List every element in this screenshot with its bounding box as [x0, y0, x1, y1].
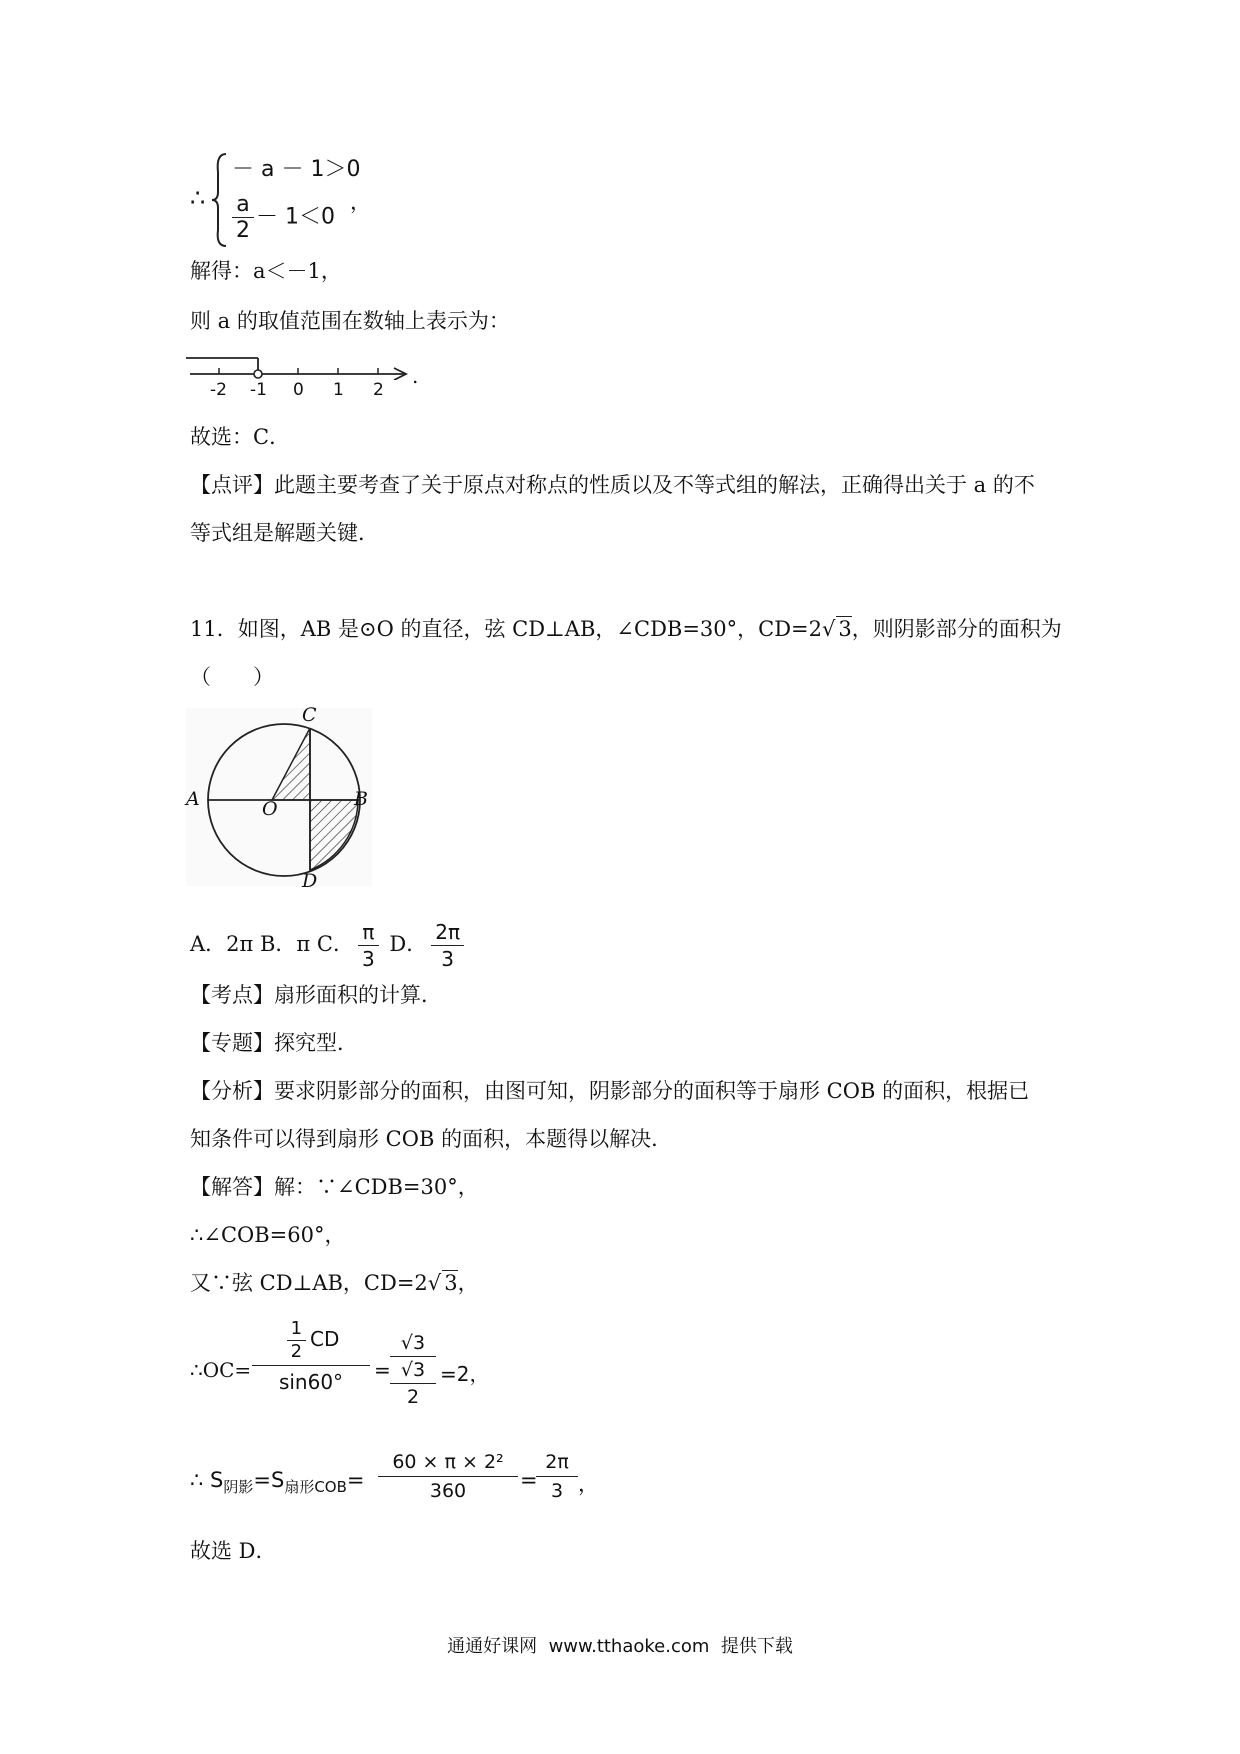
oc-result: =2，: [440, 1362, 490, 1386]
comment-prev-line-2: 等式组是解题关键．: [190, 521, 379, 545]
jieda-line: 【解答】解：∵∠CDB=30°，: [190, 1175, 479, 1199]
s-result-fraction: [536, 1448, 578, 1505]
option-c-fraction: [358, 919, 379, 972]
label-a: A: [186, 788, 200, 810]
options-line: [190, 916, 468, 972]
s-sub-shadow: 阴影: [223, 1478, 254, 1497]
number-line: [186, 350, 426, 406]
sqrt-radicand-chord: 3: [444, 1271, 458, 1295]
fraction-denominator: 2: [236, 218, 250, 243]
choice-prev-line: 故选：C．: [190, 425, 291, 449]
question-11-text-a: 11．如图，AB 是⊙O 的直径，弦 CD⊥AB，∠CDB=30°，CD=2: [190, 617, 823, 641]
oc-second-num: √3: [390, 1330, 436, 1357]
tick-label-0: 0: [293, 380, 304, 400]
oc-cd: CD: [310, 1327, 340, 1351]
label-b: B: [354, 788, 368, 810]
option-c-num: π: [358, 919, 379, 946]
question-11-paren: （ ）: [190, 665, 274, 689]
s-fraction: [378, 1448, 518, 1505]
inequality-row-1: － a － 1＞0: [232, 157, 361, 182]
oc-eq: =: [374, 1358, 391, 1382]
s-sub-sector: 扇形COB: [284, 1478, 347, 1497]
label-d: D: [302, 870, 318, 892]
fenxi-line-2: 知条件可以得到扇形 COB 的面积，本题得以解决．: [190, 1127, 673, 1151]
s-lhs: ∴ S: [190, 1468, 224, 1492]
s-tail: ，: [578, 1472, 599, 1496]
inequality-row-2: [232, 192, 335, 243]
option-d-den: 3: [441, 947, 454, 971]
step-chord-text: 又∵弦 CD⊥AB，CD=2: [190, 1271, 428, 1295]
kaodian-line: 【考点】扇形面积的计算．: [190, 983, 442, 1007]
s-fraction-num: 60 × π × 2²: [378, 1448, 518, 1477]
tick-label--1: -1: [250, 380, 267, 400]
system-tail: ，: [350, 190, 371, 214]
sqrt-radicand: 3: [838, 617, 852, 641]
therefore-symbol: ∴: [190, 184, 206, 212]
fraction-numerator: a: [232, 192, 254, 218]
sqrt-3-chord: √ 3: [427, 1271, 458, 1295]
circle-diagram: [186, 708, 372, 886]
circle-figure: [186, 704, 372, 892]
comment-prev-line-1: 【点评】此题主要考查了关于原点对称点的性质以及不等式组的解法，正确得出关于 a 的不: [190, 473, 1035, 497]
s-eq2: =: [346, 1468, 365, 1492]
label-o: O: [262, 798, 278, 820]
s-result-num: 2π: [536, 1448, 578, 1477]
option-c-den: 3: [361, 947, 375, 971]
half-fraction: [287, 1318, 306, 1363]
option-d-fraction: [431, 919, 464, 972]
fraction-a-over-2: [232, 192, 254, 243]
question-11-text-b: ，则阴影部分的面积为: [851, 617, 1062, 641]
sqrt-3: √ 3: [822, 617, 852, 641]
inequality-row-2-rest: － 1＜0: [256, 204, 335, 230]
oc-second-den-num: √3: [390, 1357, 436, 1384]
oc-second-fraction: [390, 1330, 436, 1410]
tick-label-2: 2: [373, 380, 384, 400]
step-s-lhs: [190, 1468, 365, 1497]
step-cob-line: ∴∠COB=60°，: [190, 1223, 346, 1247]
half-num: 1: [287, 1318, 306, 1341]
inequality-system: [190, 150, 390, 250]
half-den: 2: [290, 1341, 303, 1362]
range-intro-line: 则 a 的取值范围在数轴上表示为：: [190, 309, 510, 333]
s-result-den: 3: [550, 1480, 564, 1502]
brace: [210, 152, 228, 248]
solve-a-line: 解得：a＜－1，: [190, 259, 342, 283]
oc-big-fraction: [252, 1318, 370, 1394]
zhuanti-line: 【专题】探究型．: [190, 1031, 358, 1055]
s-eq3: =: [520, 1468, 538, 1492]
oc-numerator: [252, 1318, 370, 1366]
final-line: 故选 D．: [190, 1539, 277, 1563]
oc-denominator: sin60°: [278, 1370, 344, 1394]
step-chord-tail: ，: [457, 1271, 479, 1295]
fenxi-line-1: 【分析】要求阴影部分的面积，由图可知，阴影部分的面积等于扇形 COB 的面积，根据已: [190, 1079, 1030, 1103]
number-line-graph: [186, 350, 416, 380]
s-eq1: =S: [253, 1468, 285, 1492]
oc-second-den-den: 2: [406, 1386, 420, 1408]
options-abc: A．2π B．π C．: [190, 932, 354, 956]
option-d-label: D．: [382, 932, 428, 956]
question-11-line: [190, 614, 1062, 644]
step-chord-line: [190, 1268, 479, 1298]
tick-label-1: 1: [333, 380, 344, 400]
footer: 通通好课网 www.tthaoke.com 提供下载: [447, 1636, 793, 1657]
number-line-tail: .: [412, 364, 419, 388]
option-d-num: 2π: [431, 919, 464, 946]
label-c: C: [302, 704, 317, 726]
tick-label--2: -2: [210, 380, 227, 400]
s-fraction-den: 360: [429, 1480, 467, 1502]
step-oc-lhs: ∴OC=: [190, 1358, 252, 1382]
